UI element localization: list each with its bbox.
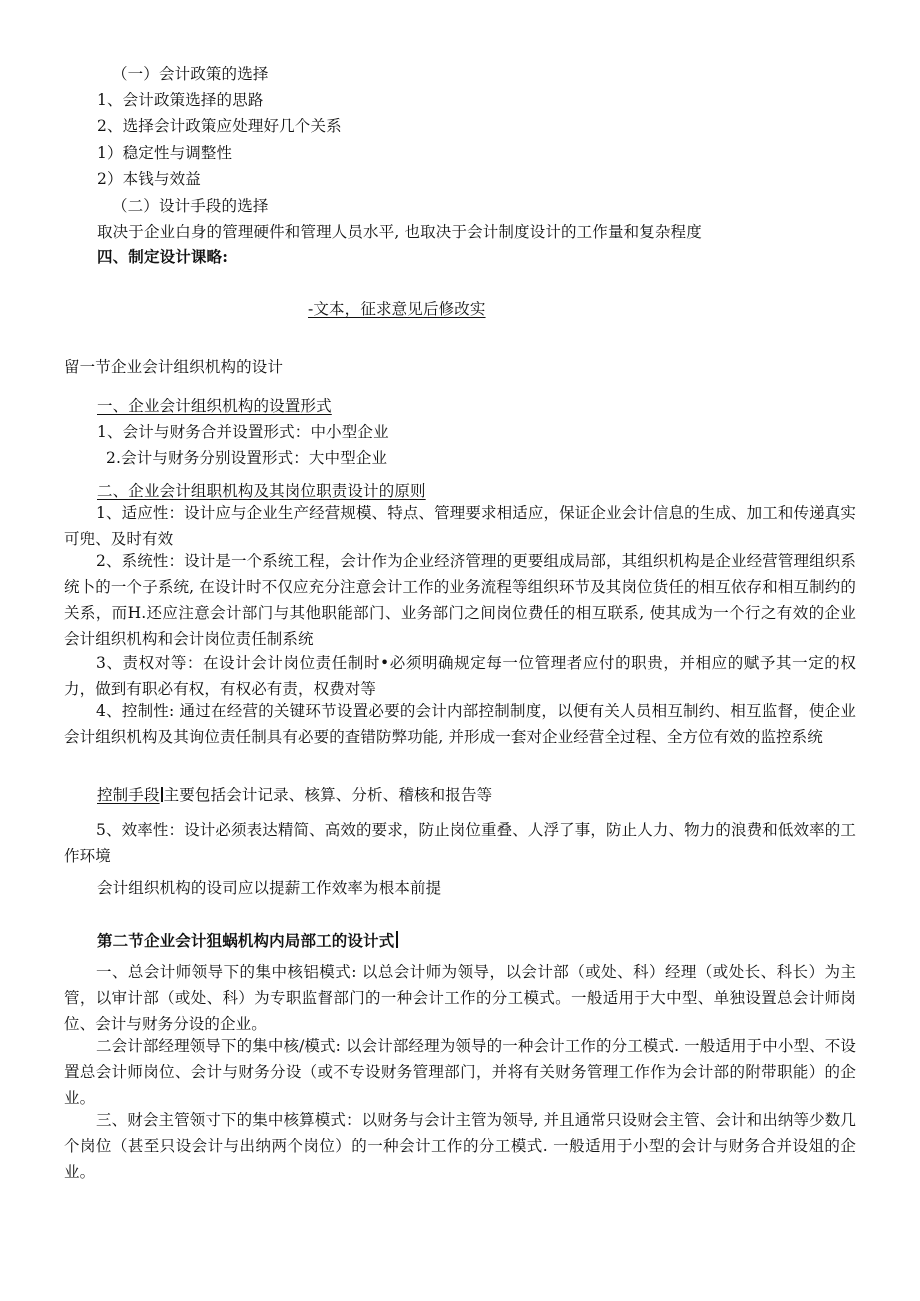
text-line: 取决于企业白身的管理硬件和管理人员水平, 也取决于会计制度设计的工作量和复杂程度 bbox=[97, 223, 702, 241]
paragraph: 5、效率性：设计必须表达精简、高效的要求，防止岗位重叠、人浮了事，防止人力、物力的浪费和低效率的工作环境 bbox=[64, 821, 856, 865]
paragraph: 二会计部经理领导下的集中核/模式: 以会计部经理为领导的一种会计工作的分工模式. 一般适用于中小型、不设置总会计师岗位、会计与财务分设（或不专设财务管理部门，并将有关财务管理工作作为会计部的附带职能）的企业。 bbox=[64, 1037, 856, 1107]
chapter-heading-second bbox=[97, 930, 398, 952]
list-item: 1）稳定性与调整性 bbox=[97, 144, 233, 162]
centered-note: -文本，征求意见后修改实 bbox=[308, 300, 486, 318]
subsection-heading: 二、企业会计组职机构及其岗位职责设计的原则 bbox=[97, 482, 426, 500]
paragraph: 3、责权对等：在设计会计岗位责任制时•必须明确规定每一位管理者应付的职贵，并相应的赋予其一定的权力，做到有职必有权，有权必有责，权费对等 bbox=[64, 654, 856, 698]
paragraph: 一、总会计师领导下的集中核铝模式: 以总会计师为领导，以会计部（或处、科）经理（或处长、科长）为主管，以审计部（或处、科）为专职监督部门的一种会计工作的分工模式。一般适用于大中型、单独设置总会计师岗位、会计与财务分设的企业。 bbox=[64, 963, 856, 1033]
control-means-text: 主要包括会计记录、核算、分析、稽核和报告等 bbox=[163, 786, 493, 804]
text-cursor bbox=[396, 931, 398, 948]
section-heading-means: （二）设计手段的选择 bbox=[112, 197, 269, 215]
section-heading-policy: （一）会计政策的选择 bbox=[112, 65, 269, 83]
text-line: 会计组织机构的设司应以提薪工作效率为根本前提 bbox=[97, 879, 442, 897]
control-means-line bbox=[97, 784, 492, 806]
list-item: 2）本钱与效益 bbox=[97, 170, 201, 188]
text-cursor bbox=[161, 787, 163, 802]
list-item: 2.会计与财务分别设置形式：大中型企业 bbox=[106, 449, 388, 467]
list-item: 2、选择会计政策应处理好几个关系 bbox=[97, 117, 342, 135]
list-item: 1、会计与财务合并设置形式：中小型企业 bbox=[97, 423, 389, 441]
paragraph: 1、适应性：设计应与企业生产经营规模、特点、管理要求相适应，保证企业会计信息的生成、加工和传递真实可兜、及时有效 bbox=[64, 504, 856, 548]
chapter-title: 留一节企业会计组织机构的设计 bbox=[64, 358, 284, 376]
list-item: 1、会计政策选择的思路 bbox=[97, 91, 264, 109]
paragraph: 三、财会主管领寸下的集中核算模式：以财务与会计主管为领导, 并且通常只设财会主管、会计和出纳等少数几个岗位（甚至只设会计与出纳两个岗位）的一种会计工作的分工模式. 一般适用于小型的会计与财务合并设俎的企业。 bbox=[64, 1111, 856, 1181]
subsection-heading: 一、企业会计组织机构的设置形式 bbox=[97, 397, 332, 415]
control-means-label: 控制手段 bbox=[97, 786, 160, 804]
chapter-heading-text: 第二节企业会计狙蜗机构内局部工的设计式 bbox=[97, 931, 395, 950]
paragraph: 2、系统性：设计是一个系统工程，会计作为企业经济管理的更要组成局部，其组织机构是企业经营管理组织系统卜的一个子系统, 在设计时不仅应充分注意会计工作的业务流程等组织环节及其岗位货任的相互依存和相互制约的关系，而H.还应注意会计部门与其他职能部门、业务部门之间岗位费任的相互联系, 使其成为一个行之有效的企业会计组织机构和会计岗位责任制系统 bbox=[64, 552, 856, 648]
paragraph: 4、控制性: 通过在经营的关键环节设置必要的会计内部控制制度，以便有关人员相互制约、相互监督，使企业会计组织机构及其询位责任制具有必要的査错防弊功能, 并形成一套对企业经营全过程、全方位有效的监控系统 bbox=[64, 702, 856, 746]
section-heading-strategy: 四、制定设计课略: bbox=[97, 247, 229, 266]
